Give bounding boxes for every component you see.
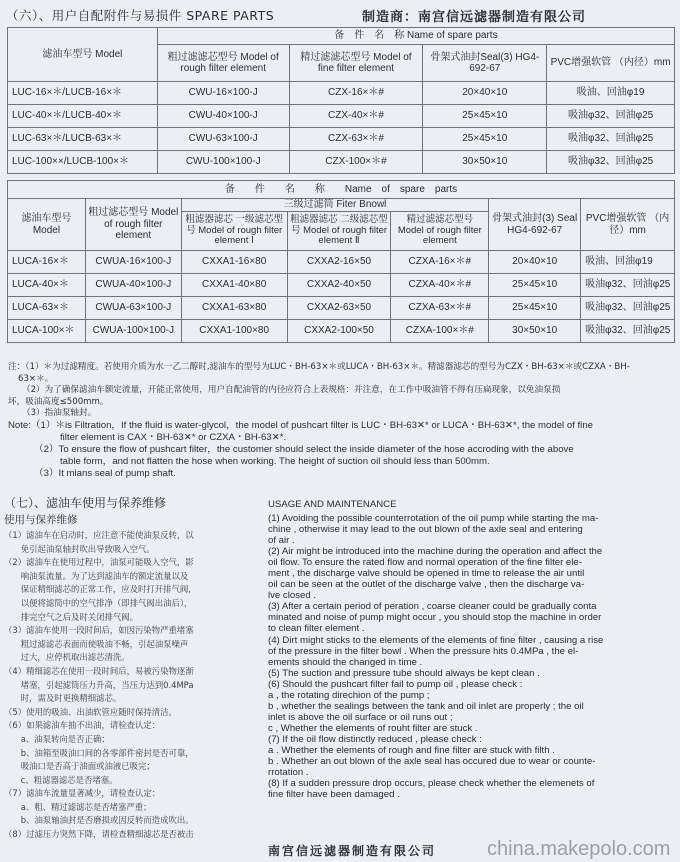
section7-title: （七）、滤油车使用与保养维修 (4, 496, 167, 510)
cell-rough: CWU-16×100-J (157, 82, 289, 105)
table-row (8, 82, 675, 105)
t2-header-fine: 精过滤滤芯型号 Model of rough filter element (391, 212, 489, 251)
table-row (8, 128, 675, 151)
cell-fine: CZX-100×＊# (289, 151, 423, 174)
cell-seal: 25×45×10 (423, 105, 547, 128)
instruction-line: （8）过滤压力突然下降，请检查精细滤芯是否被击 (4, 829, 194, 840)
instruction-line: 过大，应停机取出滤芯清洗。 (4, 652, 130, 663)
note-en-3: （3）It mians seal of pump shaft. (34, 467, 176, 479)
instruction-line: 排完空气之后及时关闭排气阀。 (4, 611, 138, 622)
cell-stage2: CXXA2-16×50 (287, 251, 391, 274)
instruction-line: 吸油口是否高于油面或油液已吸完； (4, 761, 155, 772)
note-cn-3: （3）指油泵轴封。 (22, 408, 97, 418)
t1-header-fine: 精过滤滤芯型号 Model of fine filter element (289, 45, 423, 82)
usage-instructions-en (268, 513, 676, 800)
t1-header-spare: 备 件 名 称 Name of spare parts (157, 28, 674, 45)
instruction-line: (6) Should the pushcart filter fail to pump oil , please check : (268, 678, 523, 690)
spare-parts-table-2 (7, 180, 675, 343)
instruction-line: （7）滤油车流量显著减少，请检查认定： (4, 788, 161, 799)
instruction-line: of air . (268, 535, 295, 547)
cell-model: LUCA-40×＊ (8, 274, 86, 297)
instruction-line: ment , the discharge valve should be opened in time to release the air until (268, 568, 585, 580)
cell-rough: CWUA-100×100-J (85, 320, 181, 343)
instruction-line: fine filter have been damaged . (268, 789, 400, 801)
cell-stage1: CXXA1-100×80 (181, 320, 287, 343)
table-row (8, 251, 675, 274)
instruction-line: （3）滤油车使用一段时间后，如因污染物严重堵塞 (4, 625, 194, 636)
instruction-line: of the pressure in the filter bowl . When the pressure hits 0.4MPa , the el- (268, 645, 579, 657)
instruction-line: （6）如果滤油车抽不出油，请检查认定： (4, 720, 161, 731)
note-en-1-cont: filter element is CAX・BH-63✕* or CZXA・BH-63✕*. (60, 431, 287, 443)
table-row (8, 297, 675, 320)
instruction-line: 以便将滤筒中的空气排净（即排气阀出油后）， (4, 597, 193, 608)
t2-header-model: 滤油车型号 Model (8, 199, 86, 251)
instruction-line: 堵塞，引起滤筒压力升高，当压力达到0.4MPa (4, 679, 194, 690)
t2-header-stage2: 粗滤器滤芯 二级滤芯型号 Model of rough filter element Ⅱ (287, 212, 391, 251)
cell-pvc: 吸油φ32、回油φ25 (547, 128, 675, 151)
instruction-line: (5) The suction and pressure tube should always be kept clean . (268, 667, 540, 679)
cell-seal: 25×45×10 (489, 297, 581, 320)
cell-fine: CZXA-16×＊# (391, 251, 489, 274)
t1-header-model: 滤油车型号 Model (8, 28, 158, 82)
instruction-line: minated and noise of pump might occur , you should stop the machine in order (268, 612, 602, 624)
instruction-line: (2) Air might be introduced into the machine during the operation and affect the (268, 546, 603, 558)
t2-header-stage1: 粗滤器滤芯 一级滤芯型号 Model of rough filter element Ⅰ (181, 212, 287, 251)
instruction-line: ements should the changed in time . (268, 656, 423, 668)
instruction-line: oil flow. To ensure the rated flow and normal operation of the fine filter ele- (268, 557, 582, 569)
cell-model: LUC-40×＊/LUCB-40×＊ (8, 105, 158, 128)
cell-stage2: CXXA2-63×50 (287, 297, 391, 320)
instruction-line: a , the rotating direchion of the pump ; (268, 689, 430, 701)
table-row (8, 151, 675, 174)
t2-header-seal: 骨架式油封(3) Seal HG4-692-67 (489, 199, 581, 251)
cell-seal: 20×40×10 (423, 82, 547, 105)
cell-fine: CZX-40×＊# (289, 105, 423, 128)
instruction-line: a . Whether the elements of rough and fine filter are stuck with filth . (268, 744, 555, 756)
instruction-line: b . Whether an out blown of the axle seal has occured due to wear or counte- (268, 756, 596, 768)
cell-rough: CWUA-63×100-J (85, 297, 181, 320)
instruction-line: chine , otherwise it may lead to the out blown of the axle seal and entering (268, 524, 583, 536)
instruction-line: inlet is above the oil surface or oil runs out ; (268, 711, 453, 723)
cell-pvc: 吸油φ32、回油φ25 (581, 297, 675, 320)
instruction-line: (3) After a certain period of peration , coarse cleaner could be gradually conta (268, 601, 597, 613)
notes-block (8, 362, 672, 480)
cell-stage1: CXXA1-16×80 (181, 251, 287, 274)
cell-pvc: 吸油、回油φ19 (581, 251, 675, 274)
usage-heading-en: USAGE AND MAINTENANCE (268, 499, 397, 510)
cell-model: LUC-16×＊/LUCB-16×＊ (8, 82, 158, 105)
cell-rough: CWU-100×100-J (157, 151, 289, 174)
instruction-line: 时，需及时更换精细滤芯。 (4, 693, 122, 704)
note-cn-1: 注：（1）＊为过滤精度。若使用介质为水一乙二醇时,滤油车的型号为LUC・BH-63×＊或LUCA・BH-63×＊。精滤器滤芯的型号为CZX・BH-63×＊或CZXA・BH- (8, 362, 630, 372)
note-cn-2-cont: 坏，吸油高度≤500mm。 (8, 396, 109, 407)
instruction-line: (7) If the oil flow distinctly reduced , please check : (268, 733, 482, 745)
spare-parts-table-1 (7, 27, 675, 174)
cell-model: LUCA-63×＊ (8, 297, 86, 320)
cell-pvc: 吸油φ32、回油φ25 (581, 274, 675, 297)
instruction-line: lve closed . (268, 590, 316, 602)
section-title: （六）、用户自配附件与易损件 SPARE PARTS (6, 8, 275, 23)
instruction-line: （1）滤油车在启动时，应注意不能使油泵反转，以 (4, 530, 194, 540)
manufacturer-name: 制造商：南宫信远滤器制造有限公司 (362, 10, 587, 25)
instruction-line: (4) Dirt might sticks to the elements of the elements of fine filter , causing a rise (268, 634, 604, 646)
cell-stage1: CXXA1-63×80 (181, 297, 287, 320)
note-en-2-cont: table form，and not flatten the hose when working. The height of suction oil should less than 500mm. (60, 455, 490, 467)
cell-rough: CWUA-40×100-J (85, 274, 181, 297)
cell-seal: 30×50×10 (489, 320, 581, 343)
cell-fine: CZX-63×＊# (289, 128, 423, 151)
cell-pvc: 吸油φ32、回油φ25 (547, 151, 675, 174)
instruction-line: c , Whether the elements of rouht filter are stuck . (268, 722, 478, 734)
instruction-line: to clean filter element . (268, 623, 365, 635)
instruction-line: rrotation . (268, 767, 309, 779)
instruction-line: 保证精细滤芯的正常工作，应及时打开排气阀， (4, 584, 197, 595)
cell-seal: 25×45×10 (423, 128, 547, 151)
cell-stage1: CXXA1-40×80 (181, 274, 287, 297)
table-row (8, 274, 675, 297)
cell-fine: CZX-16×＊# (289, 82, 423, 105)
note-cn-1-cont: 63×＊。 (18, 373, 54, 384)
usage-instructions-cn (4, 529, 262, 842)
table-row (8, 105, 675, 128)
table-row (8, 320, 675, 343)
section7-subtitle: 使用与保养维修 (4, 514, 78, 526)
instruction-line: b , whether the sealings between the tank and oil inlet are properly ; the oil (268, 700, 584, 712)
t2-header-pvc: PVC增强软管 （内径）mm (581, 199, 675, 251)
instruction-line: b、油泵轴油封是否磨损或因反转而造成吹出。 (4, 815, 194, 826)
instruction-line: （2）滤油车在使用过程中，油泵可能吸入空气，影 (4, 557, 194, 568)
watermark: china.makepolo.com (487, 838, 671, 860)
instruction-line: 免引起油泵轴封吹出导致吸入空气。 (4, 543, 155, 554)
cell-rough: CWU-40×100-J (157, 105, 289, 128)
t1-header-rough: 粗过滤滤芯型号 Model of rough filter element (157, 45, 289, 82)
cell-fine: CZXA-40×＊# (391, 274, 489, 297)
note-en-2: （2）To ensure the flow of pushcart filter，the customer should select the inside diameter of the hose accroding with the above (34, 443, 574, 455)
cell-seal: 20×40×10 (489, 251, 581, 274)
cell-stage2: CXXA2-100×50 (287, 320, 391, 343)
instruction-line: (8) If a sudden pressure drop occurs, please check whether the elemenets of (268, 778, 595, 790)
cell-model: LUC-100××/LUCB-100×＊ (8, 151, 158, 174)
cell-seal: 25×45×10 (489, 274, 581, 297)
instruction-line: a、粗、精过滤滤芯是否堵塞严重； (4, 801, 152, 812)
note-en-1: Note:（1）＊is Filtration，If the fluid is water-glycol，the model of pushcart filter is LUC・BH-63✕* or LUCA・BH-63✕*, the model of fine (8, 419, 593, 431)
note-cn-2: （2）为了确保滤油车额定流量，开能正常使用，用户自配油管的内径应符合上表规格：并注意，在工作中吸油管不得有压扁现象，以免油泵损 (22, 385, 561, 395)
cell-fine: CZXA-100×＊# (391, 320, 489, 343)
cell-model: LUCA-100×＊ (8, 320, 86, 343)
cell-pvc: 吸油、回油φ19 (547, 82, 675, 105)
instruction-line: a、油泵转向是否正确； (4, 733, 110, 744)
t2-header-spare: 备 件 名 称 Name of spare parts (8, 181, 675, 199)
t1-header-seal: 骨架式油封Seal(3) HG4-692-67 (423, 45, 547, 82)
cell-rough: CWU-63×100-J (157, 128, 289, 151)
instruction-line: c、粗滤器滤芯是否堵塞。 (4, 774, 118, 785)
instruction-line: 粗过滤滤芯表面而使吸油不畅，引起油泵噪声 (4, 638, 189, 649)
cell-stage2: CXXA2-40×50 (287, 274, 391, 297)
footer-company: 南宫信远滤器制造有限公司 (268, 844, 437, 858)
cell-rough: CWUA-16×100-J (85, 251, 181, 274)
cell-pvc: 吸油φ32、回油φ25 (547, 105, 675, 128)
instruction-line: (1) Avoiding the possible counterrotation of the oil pump while starting the ma- (268, 513, 599, 524)
instruction-line: （4）精细滤芯在使用一段时间后，易被污染物逐渐 (4, 665, 194, 676)
cell-model: LUC-63×＊/LUCB-63×＊ (8, 128, 158, 151)
t2-header-three-stage: 三级过滤筒 Fiter Bnowl (181, 199, 488, 212)
instruction-line: （5）使用的吸油、出油软管应随时保持清洁。 (4, 706, 177, 717)
instruction-line: oil can be seen at the outlet of the discharge valve , then the discharge va- (268, 579, 585, 591)
cell-pvc: 吸油φ32、回油φ25 (581, 320, 675, 343)
cell-seal: 30×50×10 (423, 151, 547, 174)
cell-fine: CZXA-63×＊# (391, 297, 489, 320)
instruction-line: b、油箱至吸油口间的各零部件密封是否可靠， (4, 747, 194, 758)
t1-header-pvc: PVC增强软管 （内径）mm (547, 45, 675, 82)
instruction-line: 响油泵流量。为了达到滤油车的额定流量以及 (4, 570, 189, 581)
t2-header-rough: 粗过滤芯型号 Model of rough filter element (85, 199, 181, 251)
cell-model: LUCA-16×＊ (8, 251, 86, 274)
